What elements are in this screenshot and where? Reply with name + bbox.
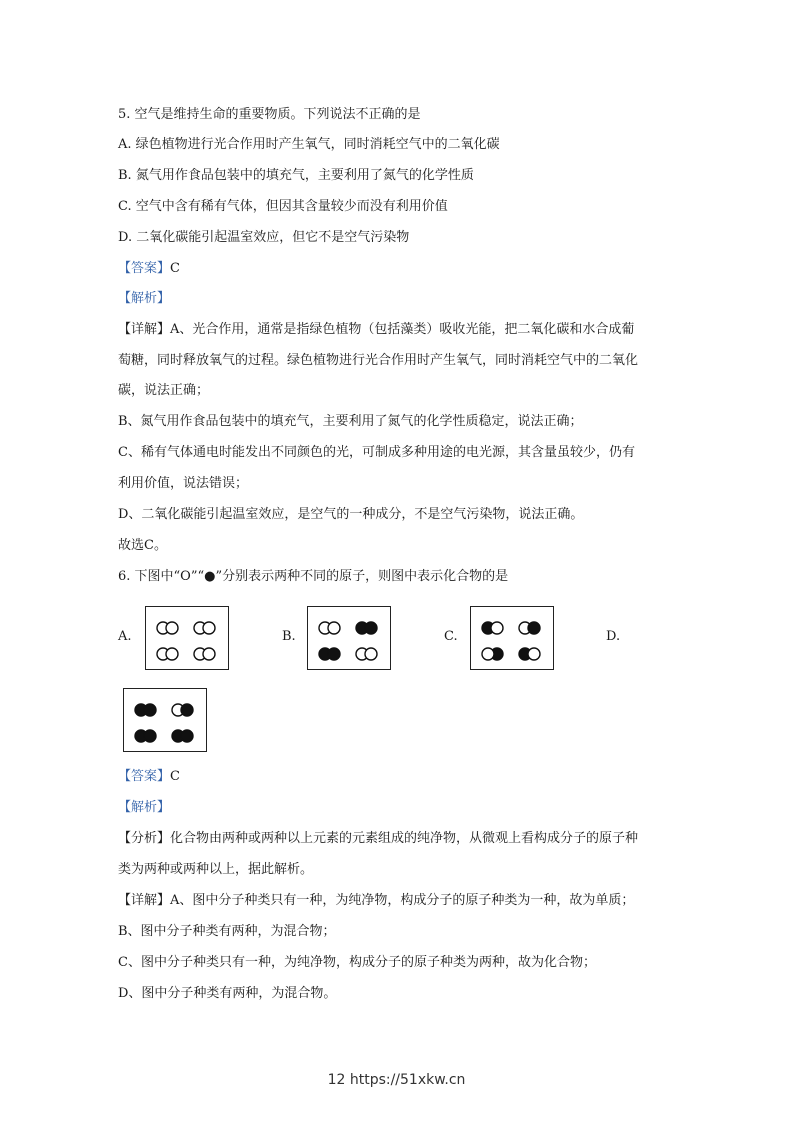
q5-detail-line-6: 利用价值，说法错误； [118,476,249,491]
fenxi-text: 化合物由两种或两种以上元素的元素组成的纯净物，从微观上看构成分子的原子种 [170,831,639,846]
answer-tag: 【答案】 [118,769,171,784]
q6-detail-line-2: B、图中分子种类有两种，为混合物； [118,924,336,939]
q5-answer [118,260,180,278]
molecule-diagram-b [308,607,390,669]
q5-option-c: C. 空气中含有稀有气体，但因其含量较少而没有利用价值 [118,199,448,214]
q6-option-a-diagram [145,606,229,670]
q6-option-label-b: B. [282,629,296,644]
q5-detail-line-3: 碳，说法正确； [118,383,210,398]
answer-value: C [170,769,180,784]
q5-detail-line-5: C、稀有气体通电时能发出不同颜色的光，可制成多种用途的电光源，其含量虽较少，仍有 [118,445,635,460]
q5-option-d: D. 二氧化碳能引起温室效应，但它不是空气污染物 [118,230,410,245]
q5-analysis-tag: 【解析】 [118,291,171,306]
q6-option-c-diagram [470,606,554,670]
fenxi-tag: 【分析】 [118,831,171,846]
q6-detail-line-4: D、图中分子种类有两种，为混合物。 [118,986,337,1001]
detail-tag: 【详解】 [118,322,171,337]
q5-detail-line-7: D、二氧化碳能引起温室效应，是空气的一种成分，不是空气污染物，说法正确。 [118,507,584,522]
q6-option-label-d: D. [606,629,621,644]
q6-detail-line-1 [118,892,634,910]
q6-fenxi-line-1 [118,830,638,848]
molecule-diagram-d [124,689,206,751]
q6-detail-line-3: C、图中分子种类只有一种，为纯净物，构成分子的原子种类为两种，故为化合物； [118,955,596,970]
q5-option-a: A. 绿色植物进行光合作用时产生氧气，同时消耗空气中的二氧化碳 [118,137,500,152]
q5-stem: 5. 空气是维持生命的重要物质。下列说法不正确的是 [118,107,421,122]
q6-option-d-diagram [123,688,207,752]
q6-fenxi-line-2: 类为两种或两种以上，据此解析。 [118,862,314,877]
molecule-diagram-c [471,607,553,669]
q6-option-label-a: A. [118,629,132,644]
detail-text: A、光合作用，通常是指绿色植物（包括藻类）吸收光能，把二氧化碳和水合成葡 [170,322,635,337]
q5-detail-line-8: 故选C。 [118,538,167,553]
q5-option-b: B. 氮气用作食品包装中的填充气，主要利用了氮气的化学性质 [118,168,474,183]
q6-answer [118,768,180,786]
answer-tag: 【答案】 [118,261,171,276]
q6-option-label-c: C. [444,629,458,644]
q5-detail-line-2: 萄糖，同时释放氧气的过程。绿色植物进行光合作用时产生氧气，同时消耗空气中的二氧化 [118,353,639,368]
molecule-diagram-a [146,607,228,669]
page-footer: 12 https://51xkw.cn [327,1072,466,1088]
detail-text: A、图中分子种类只有一种，为纯净物，构成分子的原子种类为一种，故为单质； [170,893,635,908]
q5-detail-line-4: B、氮气用作食品包装中的填充气，主要利用了氮气的化学性质稳定，说法正确； [118,414,583,429]
q6-option-b-diagram [307,606,391,670]
q5-detail-line-1 [118,321,634,339]
q6-stem: 6. 下图中“O”“●”分别表示两种不同的原子，则图中表示化合物的是 [118,569,509,584]
answer-value: C [170,261,180,276]
q6-analysis-tag: 【解析】 [118,800,171,815]
detail-tag: 【详解】 [118,893,171,908]
